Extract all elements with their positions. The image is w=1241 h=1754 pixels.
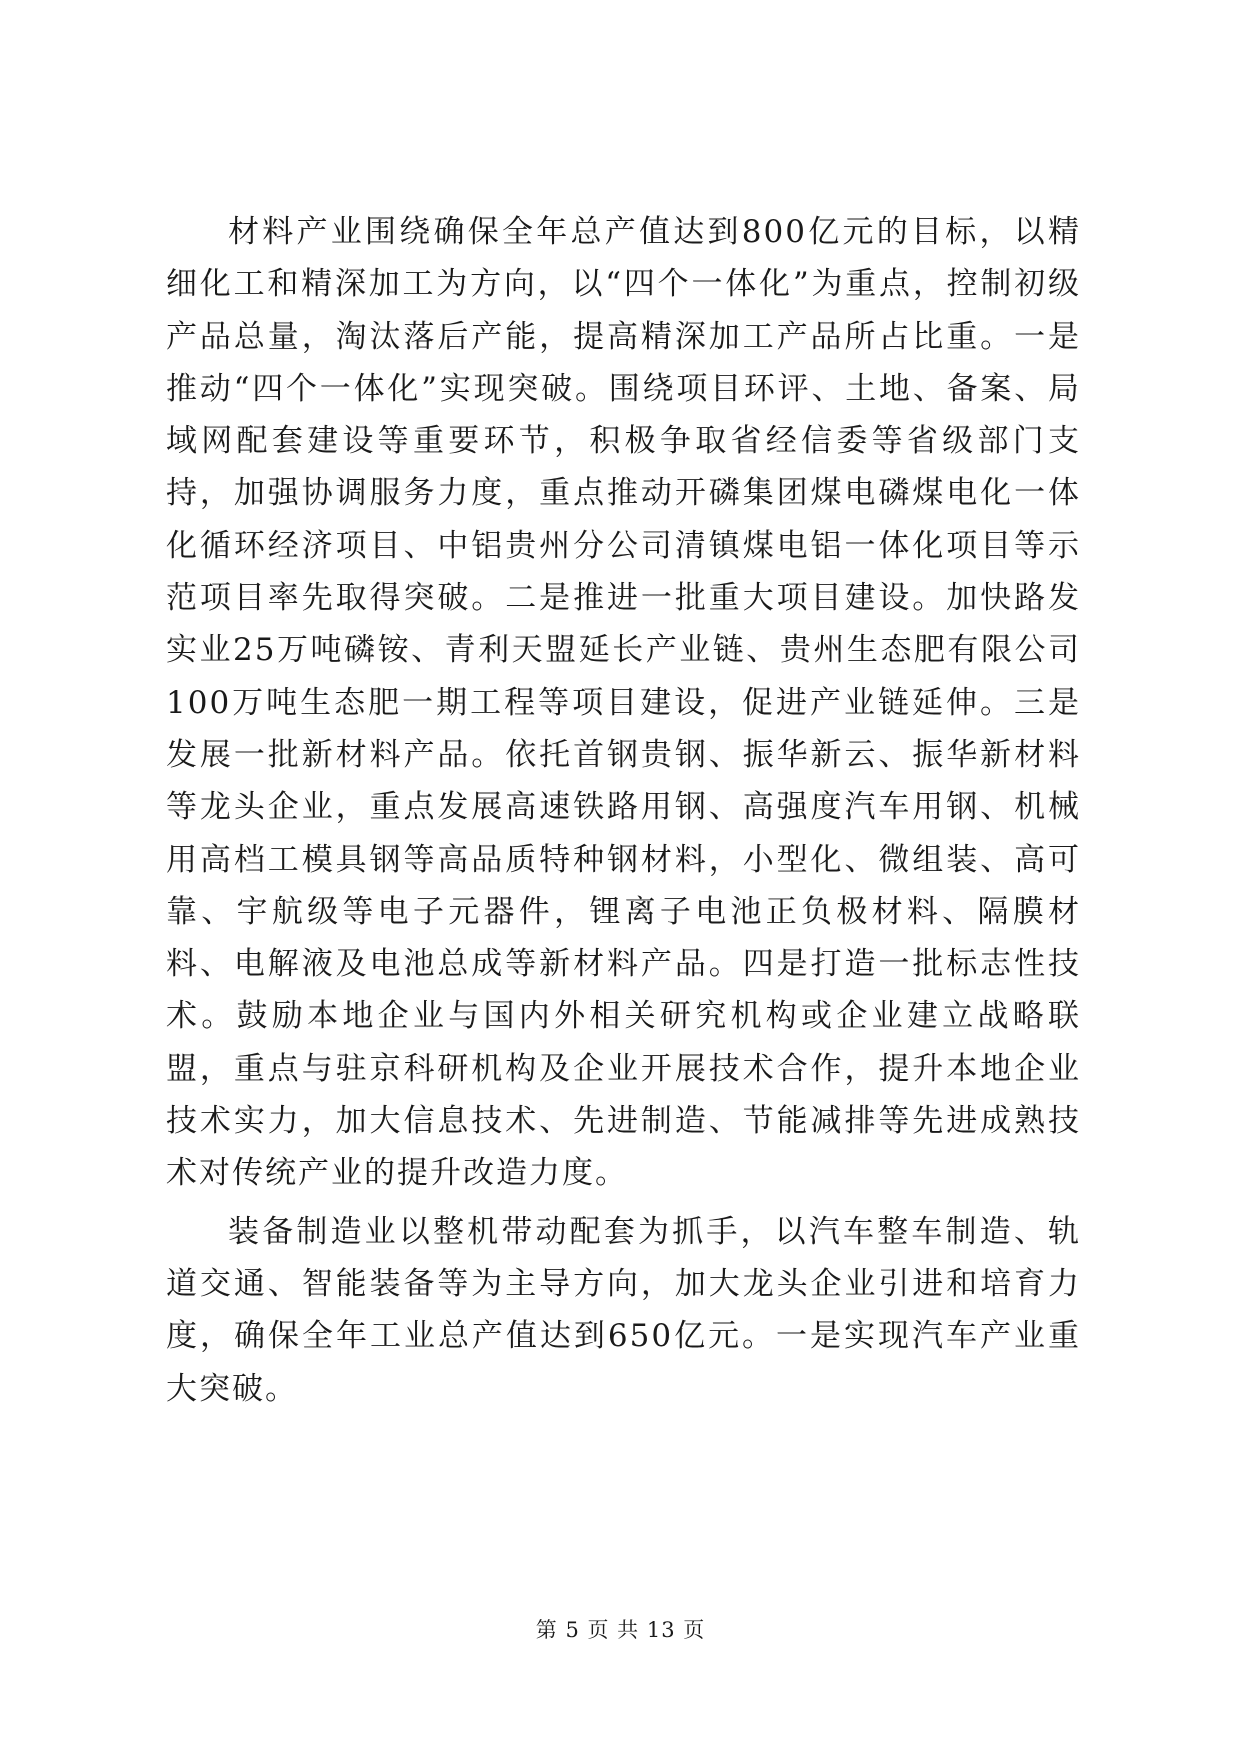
document-body bbox=[166, 206, 1081, 1415]
paragraph-materials-industry: 材料产业围绕确保全年总产值达到800亿元的目标，以精细化工和精深加工为方向，以“四个一体化”为重点，控制初级产品总量，淘汰落后产能，提高精深加工产品所占比重。一是推动“四个一体化”实现突破。围绕项目环评、土地、备案、局域网配套建设等重要环节，积极争取省经信委等省级部门支持，加强协调服务力度，重点推动开磷集团煤电磷煤电化一体化循环经济项目、中铝贵州分公司清镇煤电铝一体化项目等示范项目率先取得突破。二是推进一批重大项目建设。加快路发实业25万吨磷铵、青利天盟延长产业链、贵州生态肥有限公司100万吨生态肥一期工程等项目建设，促进产业链延伸。三是发展一批新材料产品。依托首钢贵钢、振华新云、振华新材料等龙头企业，重点发展高速铁路用钢、高强度汽车用钢、机械用高档工模具钢等高品质特种钢材料，小型化、微组装、高可靠、宇航级等电子元器件，锂离子电池正负极材料、隔膜材料、电解液及电池总成等新材料产品。四是打造一批标志性技术。鼓励本地企业与国内外相关研究机构或企业建立战略联盟，重点与驻京科研机构及企业开展技术合作，提升本地企业技术实力，加大信息技术、先进制造、节能减排等先进成熟技术对传统产业的提升改造力度。 bbox=[166, 214, 1081, 1192]
paragraph-equipment-manufacturing: 装备制造业以整机带动配套为抓手，以汽车整车制造、轨道交通、智能装备等为主导方向，加大龙头企业引进和培育力度，确保全年工业总产值达到650亿元。一是实现汽车产业重大突破。 bbox=[166, 1213, 1081, 1407]
page-number-footer: 第 5 页 共 13 页 bbox=[535, 1618, 706, 1642]
